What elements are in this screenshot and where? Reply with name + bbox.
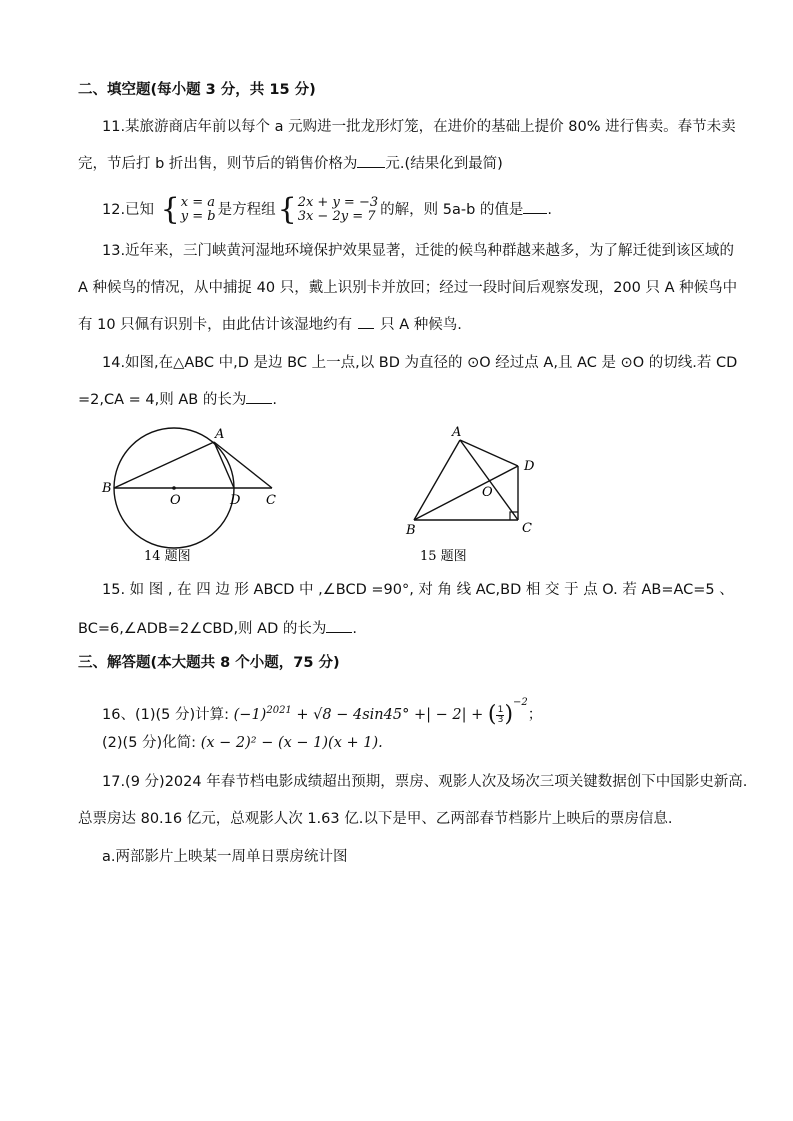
answer-blank	[326, 618, 352, 633]
label-d: D	[230, 493, 241, 508]
fraction-denominator: 3	[497, 714, 504, 725]
label-d: D	[524, 459, 535, 474]
q14-line2	[78, 389, 277, 410]
q17-line3: a.两部影片上映某一周单日票房统计图	[102, 849, 348, 865]
q12-line	[102, 192, 552, 227]
q12-system-2	[277, 192, 379, 227]
q12-system-1	[160, 192, 216, 227]
q16-part2-expr: (x − 2)² − (x − 1)(x + 1).	[200, 735, 383, 751]
left-brace-icon: {	[160, 192, 180, 227]
answer-blank	[246, 389, 272, 404]
label-o: O	[482, 485, 493, 500]
segment-ac	[214, 442, 272, 488]
q12-suffix-b: .	[547, 202, 552, 218]
q11-line1: 11.某旅游商店年前以每个 a 元购进一批龙形灯笼，在进价的基础上提价 80% 进行售卖。春节未卖	[102, 119, 736, 135]
q16-part1-label: 16、(1)(5 分)计算:	[102, 707, 230, 723]
q12-sys1-row1: x = a	[180, 195, 216, 210]
section3-heading: 三、解答题(本大题共 8 个小题，75 分)	[78, 655, 340, 671]
q12-sys1-row2: y = b	[180, 209, 216, 224]
section2-heading: 二、填空题(每小题 3 分，共 15 分)	[78, 82, 316, 98]
q16-part1-expr-a: (−1)	[233, 707, 267, 723]
diagonal-ac	[460, 440, 518, 520]
q12-sys2-row1: 2x + y = −3	[297, 195, 379, 210]
q12-mid: 是方程组	[217, 202, 276, 218]
q12-prefix: 12.已知	[102, 202, 155, 218]
q16-part2-label: (2)(5 分)化简:	[102, 735, 197, 751]
q13-line3	[78, 314, 462, 335]
label-a: A	[215, 427, 225, 442]
label-c: C	[522, 521, 532, 536]
fraction-numerator: 1	[497, 704, 504, 715]
answer-blank	[358, 314, 374, 329]
figure-14-caption: 14 题图	[144, 549, 191, 564]
q13-line3-text-b: 只 A 种候鸟.	[380, 317, 462, 333]
q11-line2	[78, 153, 503, 174]
q16-part1-end: ；	[527, 707, 543, 723]
q16-part1-exponent-2: −2	[513, 697, 528, 708]
segment-ad	[214, 442, 234, 488]
q17-line2: 总票房达 80.16 亿元，总观影人次 1.63 亿.以下是甲、乙两部春节档影片上映后的票房信息.	[78, 811, 673, 827]
answer-blank	[523, 199, 547, 214]
q14-line1: 14.如图,在△ABC 中,D 是边 BC 上一点,以 BD 为直径的 ⊙O 经过点 A,且 AC 是 ⊙O 的切线.若 CD	[102, 355, 738, 371]
center-point	[172, 486, 176, 490]
q16-part1: 16、(1)(5 分)计算: $(-1)^{2021} + √8 - 4\sin 45^\circ$ +| − 2| + ( $\frac{1}{3}$ )$^{-2}$；	[102, 697, 543, 727]
q15-line2-text-b: .	[352, 621, 357, 637]
q16-part1-expr-b: + √8 − 4sin45° +| − 2| +	[291, 707, 484, 723]
q15-line2-text-a: BC=6,∠ADB=2∠CBD,则 AD 的长为	[78, 621, 327, 637]
q16-part2	[102, 733, 383, 753]
q11-line2-text-a: 完，节后打 b 折出售，则节后的销售价格为	[78, 156, 358, 172]
figure-14	[100, 420, 300, 565]
q12-sys2-row2: 3x − 2y = 7	[297, 209, 376, 224]
q13-line3-text-a: 有 10 只佩有识别卡，由此估计该湿地约有	[78, 317, 353, 333]
q14-line2-text-a: =2,CA = 4,则 AB 的长为	[78, 392, 247, 408]
q16-part1-exponent: 2021	[266, 705, 292, 717]
figure-15	[400, 420, 560, 565]
q14-line2-text-b: .	[272, 392, 277, 408]
q12-suffix-a: 的解，则 5a-b 的值是	[380, 202, 524, 218]
q13-line2: A 种候鸟的情况，从中捕捉 40 只，戴上识别卡并放回；经过一段时间后观察发现，200 只 A 种候鸟中	[78, 280, 738, 296]
left-brace-icon: {	[277, 192, 297, 227]
label-c: C	[266, 493, 276, 508]
q11-line2-text-b: 元.(结果化到最简)	[385, 156, 503, 172]
figure-15-caption: 15 题图	[420, 549, 467, 564]
q15-line2	[78, 618, 357, 639]
label-a: A	[452, 425, 462, 440]
q15-line1: 15. 如 图 , 在 四 边 形 ABCD 中 ,∠BCD =90°, 对 角 线 AC,BD 相 交 于 点 O. 若 AB=AC=5 、	[102, 582, 734, 598]
label-o: O	[170, 493, 181, 508]
answer-blank	[357, 153, 385, 168]
q17-line1: 17.(9 分)2024 年春节档电影成绩超出预期，票房、观影人次及场次三项关键数据创下中国影史新高.	[102, 774, 748, 790]
q13-line1: 13.近年来，三门峡黄河湿地环境保护效果显著，迁徙的候鸟种群越来越多，为了解迁徙到该区域的	[102, 243, 735, 259]
label-b: B	[102, 481, 112, 496]
label-b: B	[406, 523, 416, 538]
